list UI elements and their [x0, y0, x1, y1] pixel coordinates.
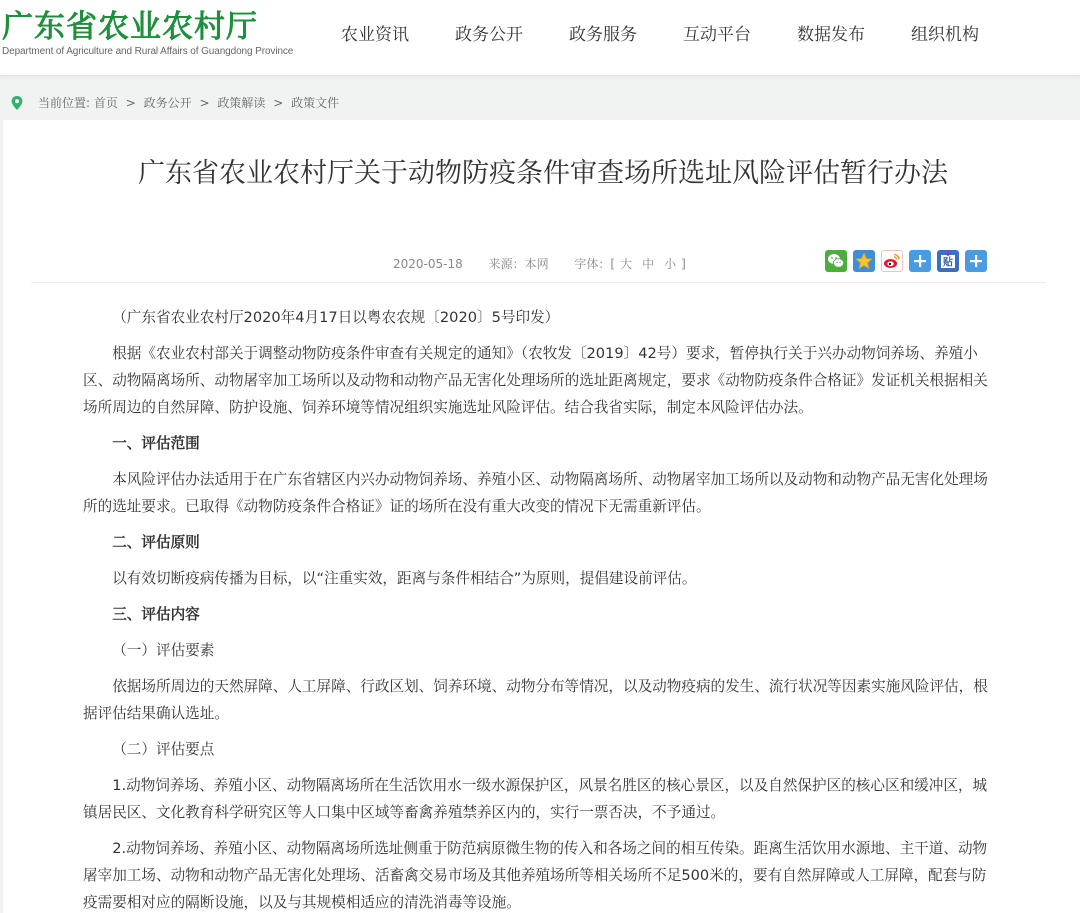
- subsection-heading-key-points: （二）评估要点: [112, 741, 215, 758]
- share-more-button[interactable]: [965, 250, 987, 272]
- breadcrumb-separator: >: [125, 96, 136, 110]
- plus-icon: [912, 253, 928, 269]
- wechat-icon: [827, 253, 845, 269]
- tieba-icon: [939, 252, 957, 270]
- share-bar: [825, 250, 993, 272]
- location-pin-icon: [11, 96, 23, 110]
- breadcrumb: [38, 95, 339, 111]
- breadcrumb-gov-affairs-open[interactable]: 政务公开: [143, 96, 192, 110]
- qzone-icon: [855, 252, 873, 270]
- font-size-large[interactable]: 大: [620, 257, 633, 271]
- publish-date: 2020-05-18: [393, 257, 463, 271]
- nav-item-organization[interactable]: 组织机构: [911, 25, 979, 45]
- share-qzone-button[interactable]: [853, 250, 875, 272]
- breadcrumb-policy-documents[interactable]: 政策文件: [291, 96, 340, 110]
- nav-item-gov-services[interactable]: 政务服务: [569, 25, 637, 45]
- nav-item-gov-affairs-open[interactable]: 政务公开: [455, 25, 523, 45]
- font-size-label: 字体：[: [574, 257, 616, 271]
- breadcrumb-home[interactable]: 首页: [93, 96, 118, 110]
- article-source: 来源：本网: [488, 257, 549, 271]
- section-paragraph-scope: 本风险评估办法适用于在广东省辖区内兴办动物饲养场、养殖小区、动物隔离场所、动物屠宰加工场所以及动物和动物产品无害化处理场所的选址要求。已取得《动物防疫条件合格证》证的场所在没有重大改变的情况下无需重新评估。: [83, 471, 988, 515]
- font-size-small[interactable]: 小: [664, 257, 677, 271]
- share-tieba-button[interactable]: [937, 250, 959, 272]
- key-point-1: 1.动物饲养场、养殖小区、动物隔离场所在生活饮用水一级水源保护区，风景名胜区的核心景区，以及自然保护区的核心区和缓冲区，城镇居民区、文化教育科学研究区等人口集中区域等畜禽养殖禁养区内的，实行一票否决，不予通过。: [83, 777, 988, 821]
- article-body: [83, 304, 998, 913]
- subsection-paragraph-elements: 依据场所周边的天然屏障、人工屏障、行政区划、饲养环境、动物分布等情况，以及动物疫病的发生、流行状况等因素实施风险评估，根据评估结果确认选址。: [83, 678, 988, 722]
- section-paragraph-principle: 以有效切断疫病传播为目标，以“注重实效，距离与条件相结合”为原则，提倡建设前评估。: [112, 570, 697, 587]
- main-nav: [318, 22, 1002, 48]
- svg-text:贴: 贴: [943, 257, 953, 269]
- meta-divider: [31, 282, 1046, 283]
- breadcrumb-policy-interpretation[interactable]: 政策解读: [217, 96, 266, 110]
- intro-paragraph: 根据《农业农村部关于调整动物防疫条件审查有关规定的通知》（农牧发〔2019〕42号）要求，暂停执行关于兴办动物饲养场、养殖小区、动物隔离场所、动物屠宰加工场所以及动物和动物产品无害化处理场所的选址距离规定，要求《动物防疫条件合格证》发证机关根据相关场所周边的自然屏障、防护设施、饲养环境等情况组织实施选址风险评估。结合我省实际，制定本风险评估办法。: [83, 345, 988, 416]
- share-wechat-button[interactable]: [825, 250, 847, 272]
- article-meta: [393, 255, 686, 273]
- font-size-close: ]: [681, 257, 686, 271]
- breadcrumb-bar: [0, 88, 1080, 118]
- share-weibo-button[interactable]: [881, 250, 903, 272]
- subsection-heading-elements: （一）评估要素: [112, 642, 215, 659]
- article-title: 广东省农业农村厅关于动物防疫条件审查场所选址风险评估暂行办法: [138, 158, 948, 189]
- article-container: [3, 120, 1080, 913]
- section-heading-principle: 二、评估原则: [112, 534, 200, 551]
- weibo-icon: [883, 252, 901, 270]
- section-heading-content: 三、评估内容: [112, 606, 200, 623]
- breadcrumb-separator: >: [199, 96, 210, 110]
- breadcrumb-prefix: 当前位置:: [38, 96, 91, 110]
- logo-chinese-name: 广东省农业农村厅: [2, 9, 258, 45]
- logo-english-name: Department of Agriculture and Rural Affairs of Guangdong Province: [2, 46, 294, 57]
- nav-item-agri-news[interactable]: 农业资讯: [341, 25, 409, 45]
- breadcrumb-separator: >: [273, 96, 284, 110]
- issuance-note: （广东省农业农村厅2020年4月17日以粤农农规〔2020〕5号印发）: [112, 309, 560, 326]
- nav-item-interaction[interactable]: 互动平台: [683, 25, 751, 45]
- key-point-2: 2.动物饲养场、养殖小区、动物隔离场所选址侧重于防范病原微生物的传入和各场之间的相互传染。距离生活饮用水源地、主干道、动物屠宰加工场、动物和动物产品无害化处理场、活畜禽交易市场及其他养殖场所等相关场所不足500米的，要有自然屏障或人工屏障，配套与防疫需要相对应的隔断设施，以及与其规模相适应的清洗消毒等设施。: [83, 840, 988, 911]
- site-header: [0, 0, 1080, 76]
- font-size-medium[interactable]: 中: [642, 257, 655, 271]
- nav-item-data-release[interactable]: 数据发布: [797, 25, 865, 45]
- more-plus-icon: [968, 253, 984, 269]
- share-plus-button[interactable]: [909, 250, 931, 272]
- site-logo[interactable]: [2, 10, 293, 58]
- section-heading-scope: 一、评估范围: [112, 435, 200, 452]
